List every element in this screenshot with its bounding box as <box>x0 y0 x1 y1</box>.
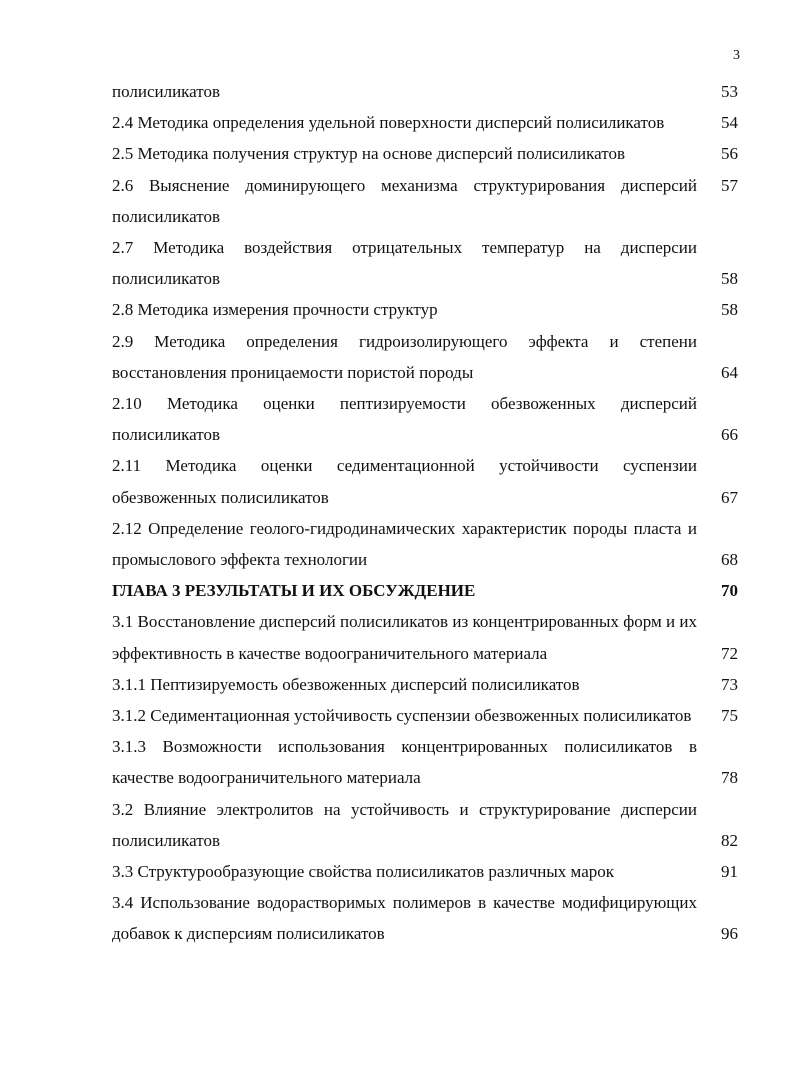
toc-entry-title: 2.10 Методика оценки пептизируемости обезвоженных дисперсий полисиликатов <box>112 394 697 445</box>
toc-entry-page: 67 <box>721 487 738 507</box>
toc-entry-title: 2.12 Определение геолого-гидродинамических характеристик породы пласта и промыслового эффекта технологии <box>112 518 697 570</box>
toc-entry <box>112 232 738 294</box>
table-of-contents <box>112 76 738 950</box>
toc-chapter-heading <box>112 575 738 606</box>
toc-entry-title: 2.11 Методика оценки седиментационной устойчивости суспензии обезвоженных полисиликатов <box>112 456 697 507</box>
toc-entry-page: 66 <box>721 425 738 445</box>
toc-entry-page: 53 <box>721 82 738 101</box>
toc-entry <box>112 513 738 575</box>
toc-entry <box>112 887 738 949</box>
toc-entry <box>112 138 738 169</box>
toc-entry-page: 73 <box>721 674 738 694</box>
toc-entry-title: 2.4 Методика определения удельной поверхности дисперсий полисиликатов <box>112 113 665 133</box>
toc-entry-page: 58 <box>721 269 738 289</box>
toc-entry-page: 64 <box>721 362 738 382</box>
toc-entry-title: 3.1.3 Возможности использования концентрированных полисиликатов в качестве водоограничительного материала <box>112 737 697 788</box>
toc-entry-title: 3.1.1 Пептизируемость обезвоженных дисперсий полисиликатов <box>112 674 580 694</box>
toc-entry-title: 3.3 Структурообразующие свойства полисиликатов различных марок <box>112 862 615 882</box>
toc-entry <box>112 606 738 668</box>
toc-entry-page: 57 <box>721 175 738 195</box>
toc-entry-title: 3.4 Использование водорастворимых полимеров в качестве модифицирующих добавок к дисперсиям полисиликатов <box>112 893 697 944</box>
toc-entry-page: 91 <box>721 862 738 882</box>
toc-entry-page: 70 <box>721 581 738 601</box>
toc-entry-page: 82 <box>721 830 738 850</box>
toc-entry <box>112 700 738 731</box>
toc-entry-title: ГЛАВА 3 РЕЗУЛЬТАТЫ И ИХ ОБСУЖДЕНИЕ <box>112 581 476 601</box>
toc-entry-title: 2.6 Выяснение доминирующего механизма структурирования дисперсий полисиликатов <box>112 175 697 226</box>
toc-entry <box>112 107 738 138</box>
toc-entry-page: 68 <box>721 550 738 570</box>
toc-entry-page: 78 <box>721 768 738 788</box>
toc-entry-title: 2.7 Методика воздействия отрицательных температур на дисперсии полисиликатов <box>112 238 697 289</box>
toc-entry <box>112 450 738 512</box>
toc-entry-title: 2.8 Методика измерения прочности структур <box>112 300 438 320</box>
toc-entry-title: 2.5 Методика получения структур на основе дисперсий полисиликатов <box>112 144 625 164</box>
toc-entry <box>112 669 738 700</box>
toc-entry <box>112 856 738 887</box>
toc-entry-page: 96 <box>721 924 738 944</box>
toc-entry <box>112 326 738 388</box>
toc-entry <box>112 294 738 325</box>
toc-entry <box>112 731 738 793</box>
page-number: 3 <box>733 48 740 63</box>
toc-entry <box>112 170 738 232</box>
toc-entry-title: полисиликатов <box>112 82 221 101</box>
toc-entry-page: 56 <box>721 144 738 164</box>
toc-entry-page: 75 <box>721 706 738 726</box>
toc-entry-title: 3.2 Влияние электролитов на устойчивость и структурирование дисперсии полисиликатов <box>112 799 697 850</box>
toc-entry-page: 54 <box>721 113 738 133</box>
toc-entry-page: 58 <box>721 300 738 320</box>
toc-entry-title: 3.1 Восстановление дисперсий полисиликатов из концентрированных форм и их эффективность в качестве водоограничительного материала <box>112 612 697 663</box>
toc-entry <box>112 388 738 450</box>
toc-entry <box>112 794 738 856</box>
toc-entry-page: 72 <box>721 643 738 663</box>
toc-entry-title: 2.9 Методика определения гидроизолирующего эффекта и степени восстановления проницаемости пористой породы <box>112 331 697 382</box>
toc-entry-title: 3.1.2 Седиментационная устойчивость суспензии обезвоженных полисиликатов <box>112 706 692 726</box>
toc-entry <box>112 76 738 107</box>
